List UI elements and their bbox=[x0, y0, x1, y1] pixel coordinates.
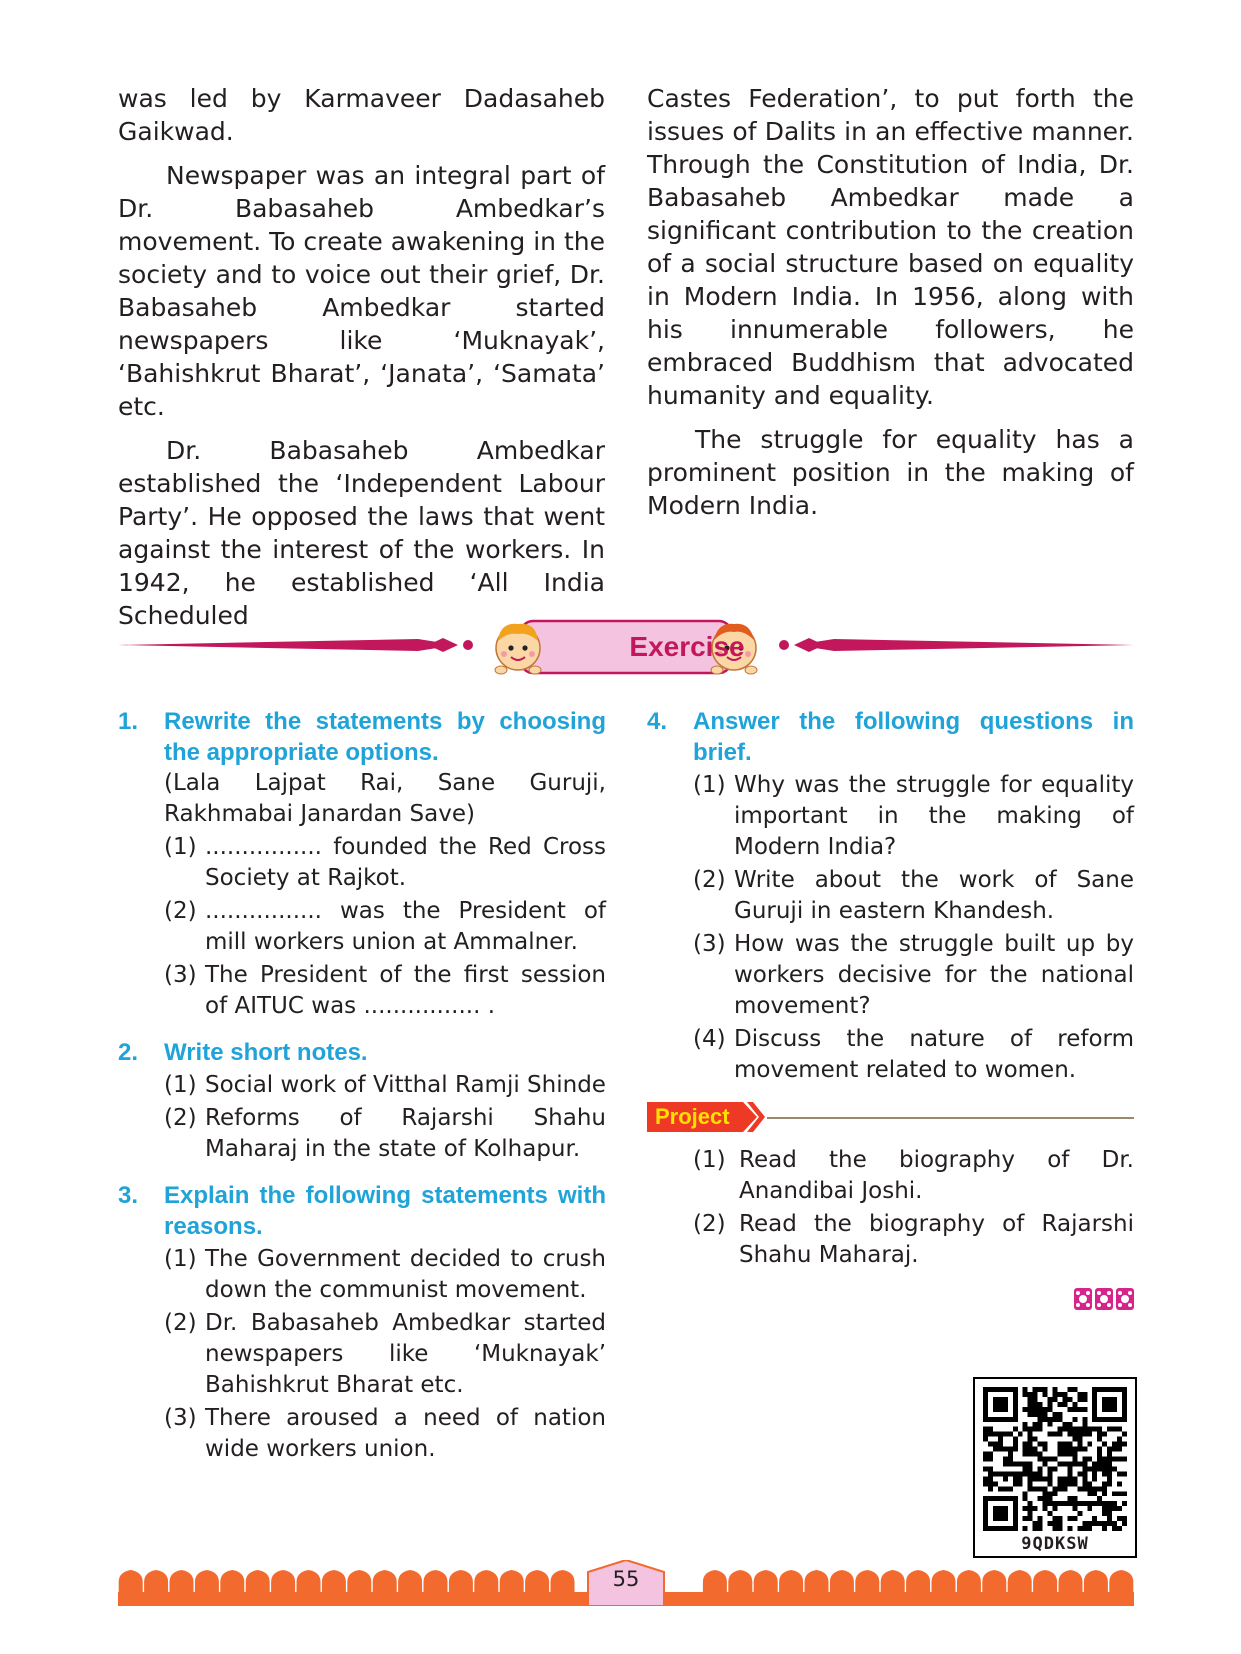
question-number: 2. bbox=[118, 1039, 139, 1066]
body-right-column bbox=[647, 82, 1134, 533]
project-item bbox=[647, 1209, 1134, 1271]
item-number: (1) bbox=[164, 834, 197, 860]
question-item bbox=[118, 1103, 606, 1165]
item-text: Why was the struggle for equality important in the making of Modern India? bbox=[734, 772, 1134, 860]
item-number: (2) bbox=[164, 898, 197, 924]
question-item bbox=[118, 1070, 606, 1101]
item-text: Discuss the nature of reform movement related to women. bbox=[734, 1026, 1134, 1083]
item-number: (1) bbox=[164, 1072, 197, 1098]
question-number: 4. bbox=[647, 708, 668, 735]
question-item bbox=[647, 770, 1134, 863]
project-divider bbox=[767, 1117, 1134, 1119]
page-footer bbox=[118, 1560, 1134, 1606]
question-3 bbox=[118, 1180, 606, 1465]
item-text: There aroused a need of nation wide workers union. bbox=[205, 1405, 606, 1462]
body-paragraph: Castes Federation’, to put forth the issues of Dalits in an effective manner. Through the Constitution of India, Dr. Babasaheb Ambedkar made a significant contribution to the creation of a social structure based on equality in Modern India. In 1956, along with his innumerable followers, he embraced Buddhism that advocated humanity and equality. bbox=[647, 84, 1134, 410]
question-item bbox=[118, 1308, 606, 1401]
question-item bbox=[118, 832, 606, 894]
question-number: 1. bbox=[118, 708, 139, 735]
question-item bbox=[647, 1024, 1134, 1086]
question-item bbox=[118, 1403, 606, 1465]
flower-ornament-icon bbox=[1074, 1288, 1134, 1310]
question-title: Explain the following statements with reasons. bbox=[164, 1182, 606, 1240]
question-item bbox=[647, 929, 1134, 1022]
item-text: ................ founded the Red Cross Society at Rajkot. bbox=[205, 834, 606, 891]
question-4 bbox=[647, 706, 1134, 1086]
body-left-column bbox=[118, 82, 605, 643]
item-text: Read the biography of Dr. Anandibai Joshi. bbox=[739, 1147, 1134, 1204]
item-text: Social work of Vitthal Ramji Shinde bbox=[205, 1072, 606, 1098]
item-text: Read the biography of Rajarshi Shahu Maharaj. bbox=[739, 1211, 1134, 1268]
item-number: (2) bbox=[693, 1211, 726, 1237]
item-number: (2) bbox=[693, 867, 726, 893]
item-number: (3) bbox=[164, 962, 197, 988]
item-text: Reforms of Rajarshi Shahu Maharaj in the state of Kolhapur. bbox=[205, 1105, 606, 1162]
exercise-title: Exercise bbox=[629, 631, 745, 662]
item-text: ................ was the President of mill workers union at Ammalner. bbox=[205, 898, 606, 955]
exercise-right-column bbox=[647, 706, 1134, 1271]
item-text: How was the struggle built up by workers decisive for the national movement? bbox=[734, 931, 1134, 1019]
body-paragraph: was led by Karmaveer Dadasaheb Gaikwad. bbox=[118, 84, 605, 146]
question-2 bbox=[118, 1037, 606, 1165]
question-item bbox=[118, 960, 606, 1022]
qr-caption: 9QDKSW bbox=[1021, 1534, 1089, 1554]
project-item bbox=[647, 1145, 1134, 1207]
body-paragraph: Newspaper was an integral part of Dr. Babasaheb Ambedkar’s movement. To create awakening in the society and to voice out their grief, Dr. Babasaheb Ambedkar started newspapers like ‘Muknayak’, ‘Bahishkrut Bharat’, ‘Janata’, ‘Samata’ etc. bbox=[118, 161, 605, 421]
question-number: 3. bbox=[118, 1182, 139, 1209]
body-paragraph: The struggle for equality has a prominent position in the making of Modern India. bbox=[647, 425, 1134, 520]
question-1 bbox=[118, 706, 606, 1022]
item-text: Write about the work of Sane Guruji in eastern Khandesh. bbox=[734, 867, 1134, 924]
qr-code-icon bbox=[983, 1387, 1127, 1531]
project-header bbox=[647, 1101, 1134, 1137]
item-number: (3) bbox=[164, 1405, 197, 1431]
cartoon-girl-icon bbox=[495, 624, 541, 674]
question-item bbox=[647, 865, 1134, 927]
item-number: (2) bbox=[164, 1310, 197, 1336]
exercise-badge bbox=[556, 620, 818, 674]
body-paragraph: Dr. Babasaheb Ambedkar established the ‘Independent Labour Party’. He opposed the laws that went against the interest of the workers. In 1942, he established ‘All India Scheduled bbox=[118, 436, 605, 630]
item-text: Dr. Babasaheb Ambedkar started newspapers like ‘Muknayak’ Bahishkrut Bharat etc. bbox=[205, 1310, 606, 1398]
question-title: Answer the following questions in brief. bbox=[693, 708, 1134, 766]
item-number: (1) bbox=[693, 772, 726, 798]
question-title: Write short notes. bbox=[164, 1039, 368, 1066]
question-item bbox=[118, 896, 606, 958]
project-label: Project bbox=[655, 1104, 730, 1129]
page-number: 55 bbox=[612, 1567, 640, 1591]
item-text: The Government decided to crush down the communist movement. bbox=[205, 1246, 606, 1303]
item-number: (1) bbox=[693, 1147, 726, 1173]
question-item bbox=[118, 1244, 606, 1306]
item-number: (2) bbox=[164, 1105, 197, 1131]
question-title: Rewrite the statements by choosing the appropriate options. bbox=[164, 708, 606, 766]
item-text: The President of the first session of AITUC was ................ . bbox=[205, 962, 606, 1019]
qr-code-box[interactable] bbox=[973, 1377, 1137, 1558]
exercise-banner bbox=[118, 608, 1134, 686]
item-number: (1) bbox=[164, 1246, 197, 1272]
item-number: (4) bbox=[693, 1026, 726, 1052]
question-options: (Lala Lajpat Rai, Sane Guruji, Rakhmabai Janardan Save) bbox=[164, 770, 606, 827]
item-number: (3) bbox=[693, 931, 726, 957]
exercise-left-column bbox=[118, 706, 606, 1480]
